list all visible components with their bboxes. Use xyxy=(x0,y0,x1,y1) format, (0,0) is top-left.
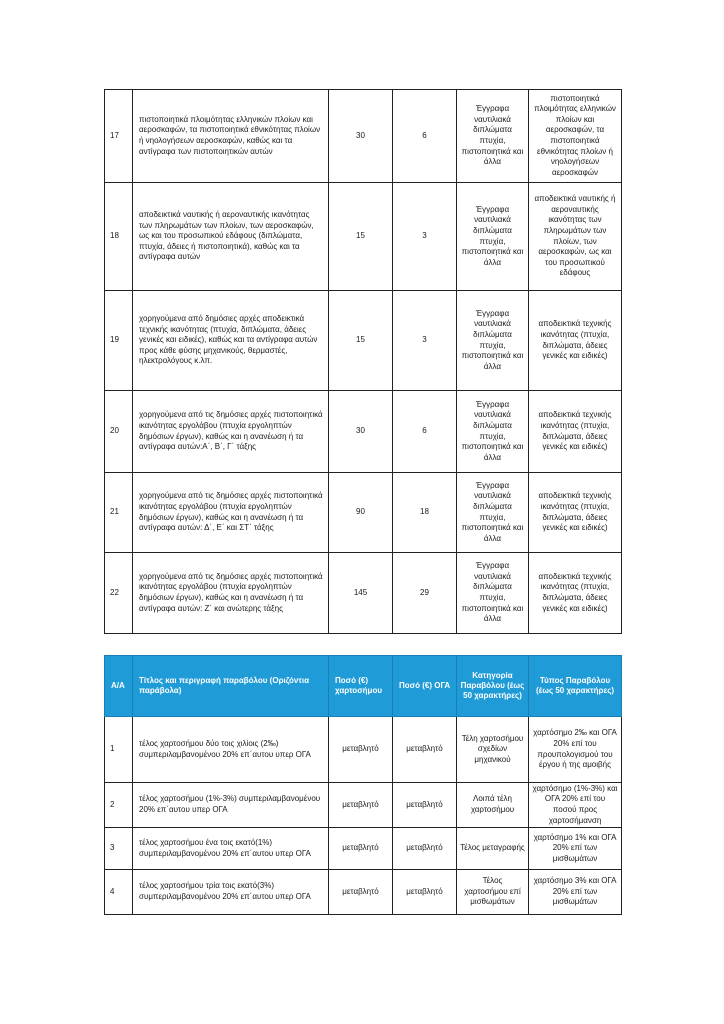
row-number: 4 xyxy=(105,870,133,915)
row-number: 21 xyxy=(105,473,133,553)
oga-amount: 29 xyxy=(393,553,457,634)
fee-category: Λοιπά τέλη χαρτοσήμου xyxy=(457,783,529,828)
header-title: Τίτλος και περιγραφή παραβόλου (Οριζόντια παράβολα) xyxy=(133,656,329,717)
oga-amount: 6 xyxy=(393,90,457,183)
oga-amount: μεταβλητό xyxy=(393,870,457,915)
fee-title: τέλος χαρτοσήμου δύο τοις χιλίοις (2‰) συμπεριλαμβανομένου 20% επ΄αυτου υπερ ΟΓΑ xyxy=(133,717,329,783)
fee-category: Έγγραφα ναυτιλιακά διπλώματα πτυχία, πιστοποιητικά και άλλα xyxy=(457,473,529,553)
fee-type: χαρτόσημο 2‰ και ΟΓΑ 20% επί του προυπολογισμού του έργου ή της αμοιβής xyxy=(529,717,622,783)
fee-title: τέλος χαρτοσήμου ένα τοις εκατό(1%) συμπεριλαμβανομένου 20% επ΄αυτου υπερ ΟΓΑ xyxy=(133,828,329,870)
stamp-amount: μεταβλητό xyxy=(329,828,393,870)
table-header-row xyxy=(105,656,622,717)
row-number: 22 xyxy=(105,553,133,634)
header-category: Κατηγορία Παραβόλου (έως 50 χαρακτήρες) xyxy=(457,656,529,717)
fee-title: τέλος χαρτοσήμου (1%-3%) συμπεριλαμβανομένου 20% επ΄αυτου υπερ ΟΓΑ xyxy=(133,783,329,828)
row-number: 19 xyxy=(105,291,133,391)
oga-amount: μεταβλητό xyxy=(393,783,457,828)
fee-category: Έγγραφα ναυτιλιακά διπλώματα πτυχία, πιστοποιητικά και άλλα xyxy=(457,90,529,183)
fee-title: χορηγούμενα από τις δημόσιες αρχές πιστοποιητικά ικανότητας εργολάβου (πτυχία εργοληπτών δημόσιων έργων), καθώς και η ανανέωση ή τα αντίγραφα αυτών: Δ΄, Ε΄ και ΣΤ΄ τάξης xyxy=(133,473,329,553)
stamp-amount: μεταβλητό xyxy=(329,870,393,915)
oga-amount: μεταβλητό xyxy=(393,717,457,783)
header-oga-amount: Ποσό (€) ΟΓΑ xyxy=(393,656,457,717)
fee-category: Έγγραφα ναυτιλιακά διπλώματα πτυχία, πιστοποιητικά και άλλα xyxy=(457,291,529,391)
fee-type: πιστοποιητικά πλοιμότητας ελληνικών πλοίων και αεροσκαφών, τα πιστοποιητικά εθνικότητας πλοίων ή νηολογήσεων αεροσκαφών xyxy=(529,90,622,183)
fee-type: αποδεικτικά τεχνικής ικανότητας (πτυχία, διπλώματα, άδειες γενικές και ειδικές) xyxy=(529,391,622,473)
oga-amount: 18 xyxy=(393,473,457,553)
fee-category: Τέλος χαρτοσήμου επί μισθωμάτων xyxy=(457,870,529,915)
header-no: Α/Α xyxy=(105,656,133,717)
table-row xyxy=(105,391,622,473)
oga-amount: 3 xyxy=(393,183,457,291)
fee-title: χορηγούμενα από τις δημόσιες αρχές πιστοποιητικά ικανότητας εργολάβου (πτυχία εργοληπτών δημόσιων έργων), καθώς και η ανανέωση ή τα αντίγραφα αυτών: Ζ΄ και ανώτερης τάξης xyxy=(133,553,329,634)
table-row xyxy=(105,183,622,291)
table-row xyxy=(105,870,622,915)
fee-type: χαρτόσημο 1% και ΟΓΑ 20% επί των μισθωμάτων xyxy=(529,828,622,870)
table-row xyxy=(105,783,622,828)
fee-title: χορηγούμενα από δημόσιες αρχές αποδεικτικά τεχνικής ικανότητας (πτυχία, διπλώματα, άδειες γενικές και ειδικές), καθώς και τα αντίγραφα αυτών προς κάθε φύσης μηχανικούς, θερμαστές, ηλεκτρολόγους κ.λπ. xyxy=(133,291,329,391)
fee-category: Έγγραφα ναυτιλιακά διπλώματα πτυχία, πιστοποιητικά και άλλα xyxy=(457,553,529,634)
fee-type: χαρτόσημο (1%-3%) και ΟΓΑ 20% επί του ποσού προς χαρτοσήμανση xyxy=(529,783,622,828)
fee-category: Τέλος μεταγραφής xyxy=(457,828,529,870)
fees-table-continued xyxy=(104,89,622,634)
table-row xyxy=(105,828,622,870)
fee-type: χαρτόσημο 3% και ΟΓΑ 20% επί των μισθωμάτων xyxy=(529,870,622,915)
fee-title: πιστοποιητικά πλοιμότητας ελληνικών πλοίων και αεροσκαφών, τα πιστοποιητικά εθνικότητας πλοίων ή νηολογήσεων αεροσκαφών, καθώς και τα αντίγραφα των πιστοποιητικών αυτών xyxy=(133,90,329,183)
table-row xyxy=(105,473,622,553)
stamp-amount: μεταβλητό xyxy=(329,717,393,783)
stamp-amount: 15 xyxy=(329,183,393,291)
table-row xyxy=(105,291,622,391)
stamp-amount: 30 xyxy=(329,391,393,473)
oga-amount: 6 xyxy=(393,391,457,473)
stamp-amount: 145 xyxy=(329,553,393,634)
table-row xyxy=(105,717,622,783)
fee-type: αποδεικτικά ναυτικής ή αεροναυτικής ικανότητας των πληρωμάτων των πλοίων, των αεροσκαφών, ως και του προσωπικού εδάφους xyxy=(529,183,622,291)
table-row xyxy=(105,90,622,183)
oga-amount: 3 xyxy=(393,291,457,391)
header-type: Τύπος Παραβόλου (έως 50 χαρακτήρες) xyxy=(529,656,622,717)
row-number: 18 xyxy=(105,183,133,291)
row-number: 3 xyxy=(105,828,133,870)
horizontal-fees-table xyxy=(104,655,622,915)
stamp-amount: μεταβλητό xyxy=(329,783,393,828)
fee-title: αποδεικτικά ναυτικής ή αεροναυτικής ικανότητας των πληρωμάτων των πλοίων, των αεροσκαφών, ως και του προσωπικού εδάφους (διπλώματα, πτυχία, άδειες ή πιστοποιητικά), καθώς και τα αντίγραφα αυτών xyxy=(133,183,329,291)
stamp-amount: 90 xyxy=(329,473,393,553)
stamp-amount: 15 xyxy=(329,291,393,391)
fee-type: αποδεικτικά τεχνικής ικανότητας (πτυχία, διπλώματα, άδειες γενικές και ειδικές) xyxy=(529,473,622,553)
oga-amount: μεταβλητό xyxy=(393,828,457,870)
row-number: 1 xyxy=(105,717,133,783)
header-stamp-amount: Ποσό (€) χαρτοσήμου xyxy=(329,656,393,717)
fee-title: τέλος χαρτοσήμου τρία τοις εκατό(3%) συμπεριλαμβανομένου 20% επ΄αυτου υπερ ΟΓΑ xyxy=(133,870,329,915)
fee-type: αποδεικτικά τεχνικής ικανότητας (πτυχία, διπλώματα, άδειες γενικές και ειδικές) xyxy=(529,553,622,634)
fee-title: χορηγούμενα από τις δημόσιες αρχές πιστοποιητικά ικανότητας εργολάβου (πτυχία εργοληπτών δημόσιων έργων), καθώς και η ανανέωση ή τα αντίγραφα αυτών:Α΄, Β΄, Γ΄ τάξης xyxy=(133,391,329,473)
row-number: 17 xyxy=(105,90,133,183)
fee-category: Έγγραφα ναυτιλιακά διπλώματα πτυχία, πιστοποιητικά και άλλα xyxy=(457,391,529,473)
table-row xyxy=(105,553,622,634)
fee-category: Τέλη χαρτοσήμου σχεδίων μηχανικού xyxy=(457,717,529,783)
fee-type: αποδεικτικά τεχνικής ικανότητας (πτυχία, διπλώματα, άδειες γενικές και ειδικές) xyxy=(529,291,622,391)
stamp-amount: 30 xyxy=(329,90,393,183)
row-number: 2 xyxy=(105,783,133,828)
row-number: 20 xyxy=(105,391,133,473)
fee-category: Έγγραφα ναυτιλιακά διπλώματα πτυχία, πιστοποιητικά και άλλα xyxy=(457,183,529,291)
